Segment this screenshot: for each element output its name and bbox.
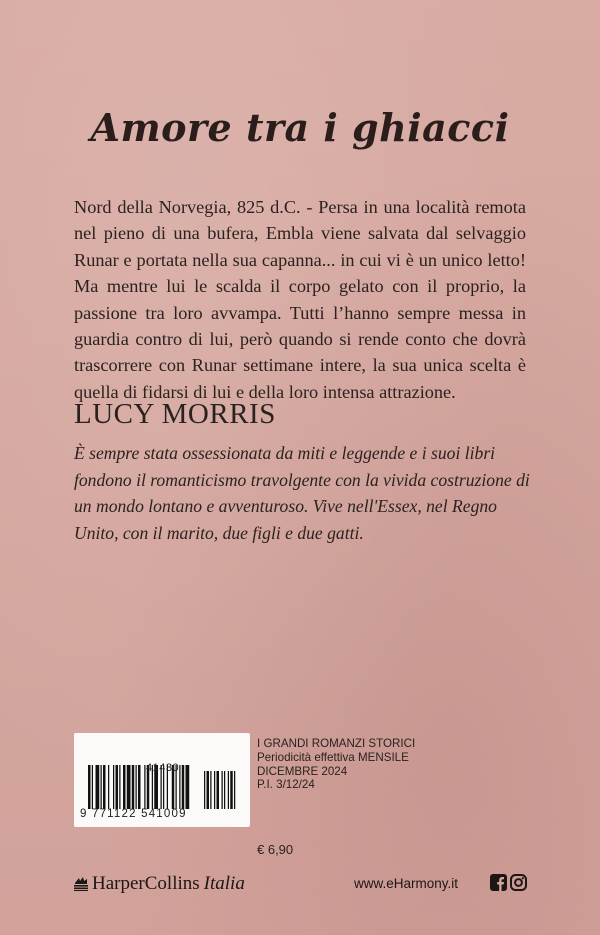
publisher-logo: [73, 872, 245, 896]
publisher-suffix: Italia: [203, 873, 245, 894]
author-bio: È sempre stata ossessionata da miti e leggende e i suoi libri fondono il romanticismo travolgente con la vivida costruzione di un mondo lontano e avventuroso. Vive nell'Essex, nel Regno Unito, con il marito, due figli e due gatti.: [74, 443, 530, 543]
barcode-ean-number: 9 771122 541009: [80, 808, 187, 820]
harpercollins-fire-water-icon: [73, 877, 89, 891]
series-name: I GRANDI ROMANZI STORICI: [257, 737, 416, 750]
price: € 6,90: [257, 842, 294, 857]
author-name: LUCY MORRIS: [74, 398, 276, 430]
publication-date: DICEMBRE 2024: [257, 764, 348, 778]
book-blurb: Nord della Norvegia, 825 d.C. - Persa in una località remota nel pieno di una bufera, Embla viene salvata dal selvaggio Runar e portata nella sua capanna... in cui vi è un unico letto! Ma mentre lui le scalda il corpo gelato con il proprio, la passione tra loro avvampa. Tutti l’hanno sempre messa in guardia contro di lui, però quando si rende conto che dovrà trascorrere con Runar settimane intere, la sua unica scelta è quella di fidarsi di lui e della loro intensa attrazione.: [74, 197, 526, 402]
publication-pi: P.I. 3/12/24: [257, 778, 315, 792]
website-link[interactable]: www.eHarmony.it: [354, 876, 459, 891]
publication-info: [257, 737, 415, 792]
instagram-icon[interactable]: [510, 874, 527, 891]
book-title: Amore tra i ghiacci: [90, 105, 510, 150]
barcode-addon-number: 41430: [146, 762, 180, 774]
facebook-icon[interactable]: [490, 874, 507, 891]
publication-frequency: Periodicità effettiva MENSILE: [257, 750, 409, 764]
social-icons: [490, 874, 527, 891]
publisher-name: HarperCollins: [92, 873, 200, 894]
